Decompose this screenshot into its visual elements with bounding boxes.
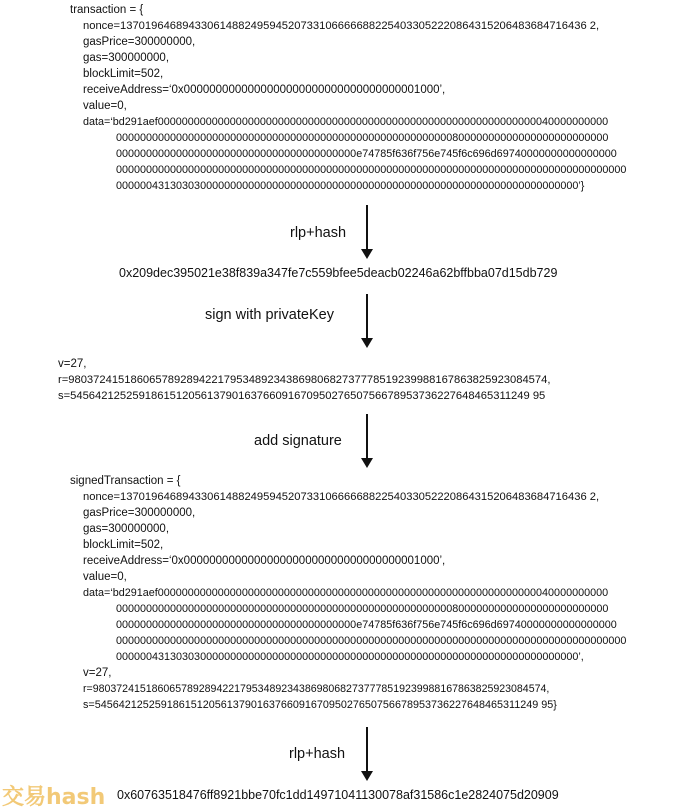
signed-transaction-data-line: 0000000000000000000000000000000000000000000000000000000080000000000000000000000000 xyxy=(116,603,609,615)
step-add-signature-label: add signature xyxy=(254,433,342,449)
transaction-blocklimit: blockLimit=502, xyxy=(83,68,164,80)
signature-s: s=54564212525918615120561379016376609167095027650756678953736227648465311249 95 xyxy=(58,390,546,402)
transaction-data-line: 0000000000000000000000000000000000000000000000000000000080000000000000000000000000 xyxy=(116,132,609,144)
signed-transaction-data-line: 00000043130303000000000000000000000000000000000000000000000000000000000000000’, xyxy=(116,651,584,663)
signed-transaction-value: value=0, xyxy=(83,571,127,583)
signed-transaction-receiveaddress: receiveAddress=‘0x0000000000000000000000000000000000001000’, xyxy=(83,555,446,567)
transaction-data-line: 0000000000000000000000000000000000000000e74785f636f756e745f6c696d69740000000000000000 xyxy=(116,148,617,160)
signed-transaction-hash: 0x60763518476ff8921bbe70fc1dd14971041130078af31586c1e2824075d20909 xyxy=(117,788,559,802)
signed-transaction-gas: gas=300000000, xyxy=(83,523,170,535)
transaction-data-line: data=‘bd291aef000000000000000000000000000000000000000000000000000000000000000040000000000 xyxy=(83,116,609,128)
step-sign-label: sign with privateKey xyxy=(205,307,334,323)
transaction-open: transaction = { xyxy=(70,4,144,16)
signed-transaction-v: v=27, xyxy=(83,667,112,679)
signature-r: r=98037241518606578928942217953489234386980682737778519239988167863825923084574, xyxy=(58,374,551,386)
arrow-down-icon xyxy=(361,414,373,468)
transaction-hash: 0x209dec395021e38f839a347fe7c559bfee5deacb02246a62bffbba07d15db729 xyxy=(119,266,558,280)
arrow-down-icon xyxy=(361,294,373,348)
transaction-gas: gas=300000000, xyxy=(83,52,170,64)
transaction-receiveaddress: receiveAddress=‘0x0000000000000000000000000000000000001000’, xyxy=(83,84,446,96)
signed-transaction-nonce: nonce=137019646894330614882495945207331066666882254033052220864315206483684716436 2, xyxy=(83,491,600,503)
signed-transaction-gasprice: gasPrice=300000000, xyxy=(83,507,196,519)
signed-transaction-data-line: 0000000000000000000000000000000000000000000000000000000000000000000000000000000000000 xyxy=(116,635,627,647)
signed-transaction-blocklimit: blockLimit=502, xyxy=(83,539,164,551)
arrow-down-icon xyxy=(361,205,373,259)
step-rlp-hash-label: rlp+hash xyxy=(290,225,347,241)
signature-v: v=27, xyxy=(58,358,87,370)
signed-transaction-open: signedTransaction = { xyxy=(70,475,181,487)
step-rlp-hash-label: rlp+hash xyxy=(289,746,346,762)
signed-transaction-data-line: 0000000000000000000000000000000000000000e74785f636f756e745f6c696d69740000000000000000 xyxy=(116,619,617,631)
transaction-value: value=0, xyxy=(83,100,127,112)
signed-transaction-data-line: data=‘bd291aef000000000000000000000000000000000000000000000000000000000000000040000000000 xyxy=(83,587,609,599)
transaction-nonce: nonce=137019646894330614882495945207331066666882254033052220864315206483684716436 2, xyxy=(83,20,600,32)
transaction-gasprice: gasPrice=300000000, xyxy=(83,36,196,48)
signed-transaction-r: r=98037241518606578928942217953489234386980682737778519239988167863825923084574, xyxy=(83,683,550,695)
watermark: 交易hash xyxy=(2,785,106,810)
transaction-data-line: 00000043130303000000000000000000000000000000000000000000000000000000000000000’} xyxy=(116,180,585,192)
arrow-down-icon xyxy=(361,727,373,781)
signed-transaction-s: s=54564212525918615120561379016376609167095027650756678953736227648465311249 95} xyxy=(83,699,557,711)
transaction-data-line: 0000000000000000000000000000000000000000000000000000000000000000000000000000000000000 xyxy=(116,164,627,176)
